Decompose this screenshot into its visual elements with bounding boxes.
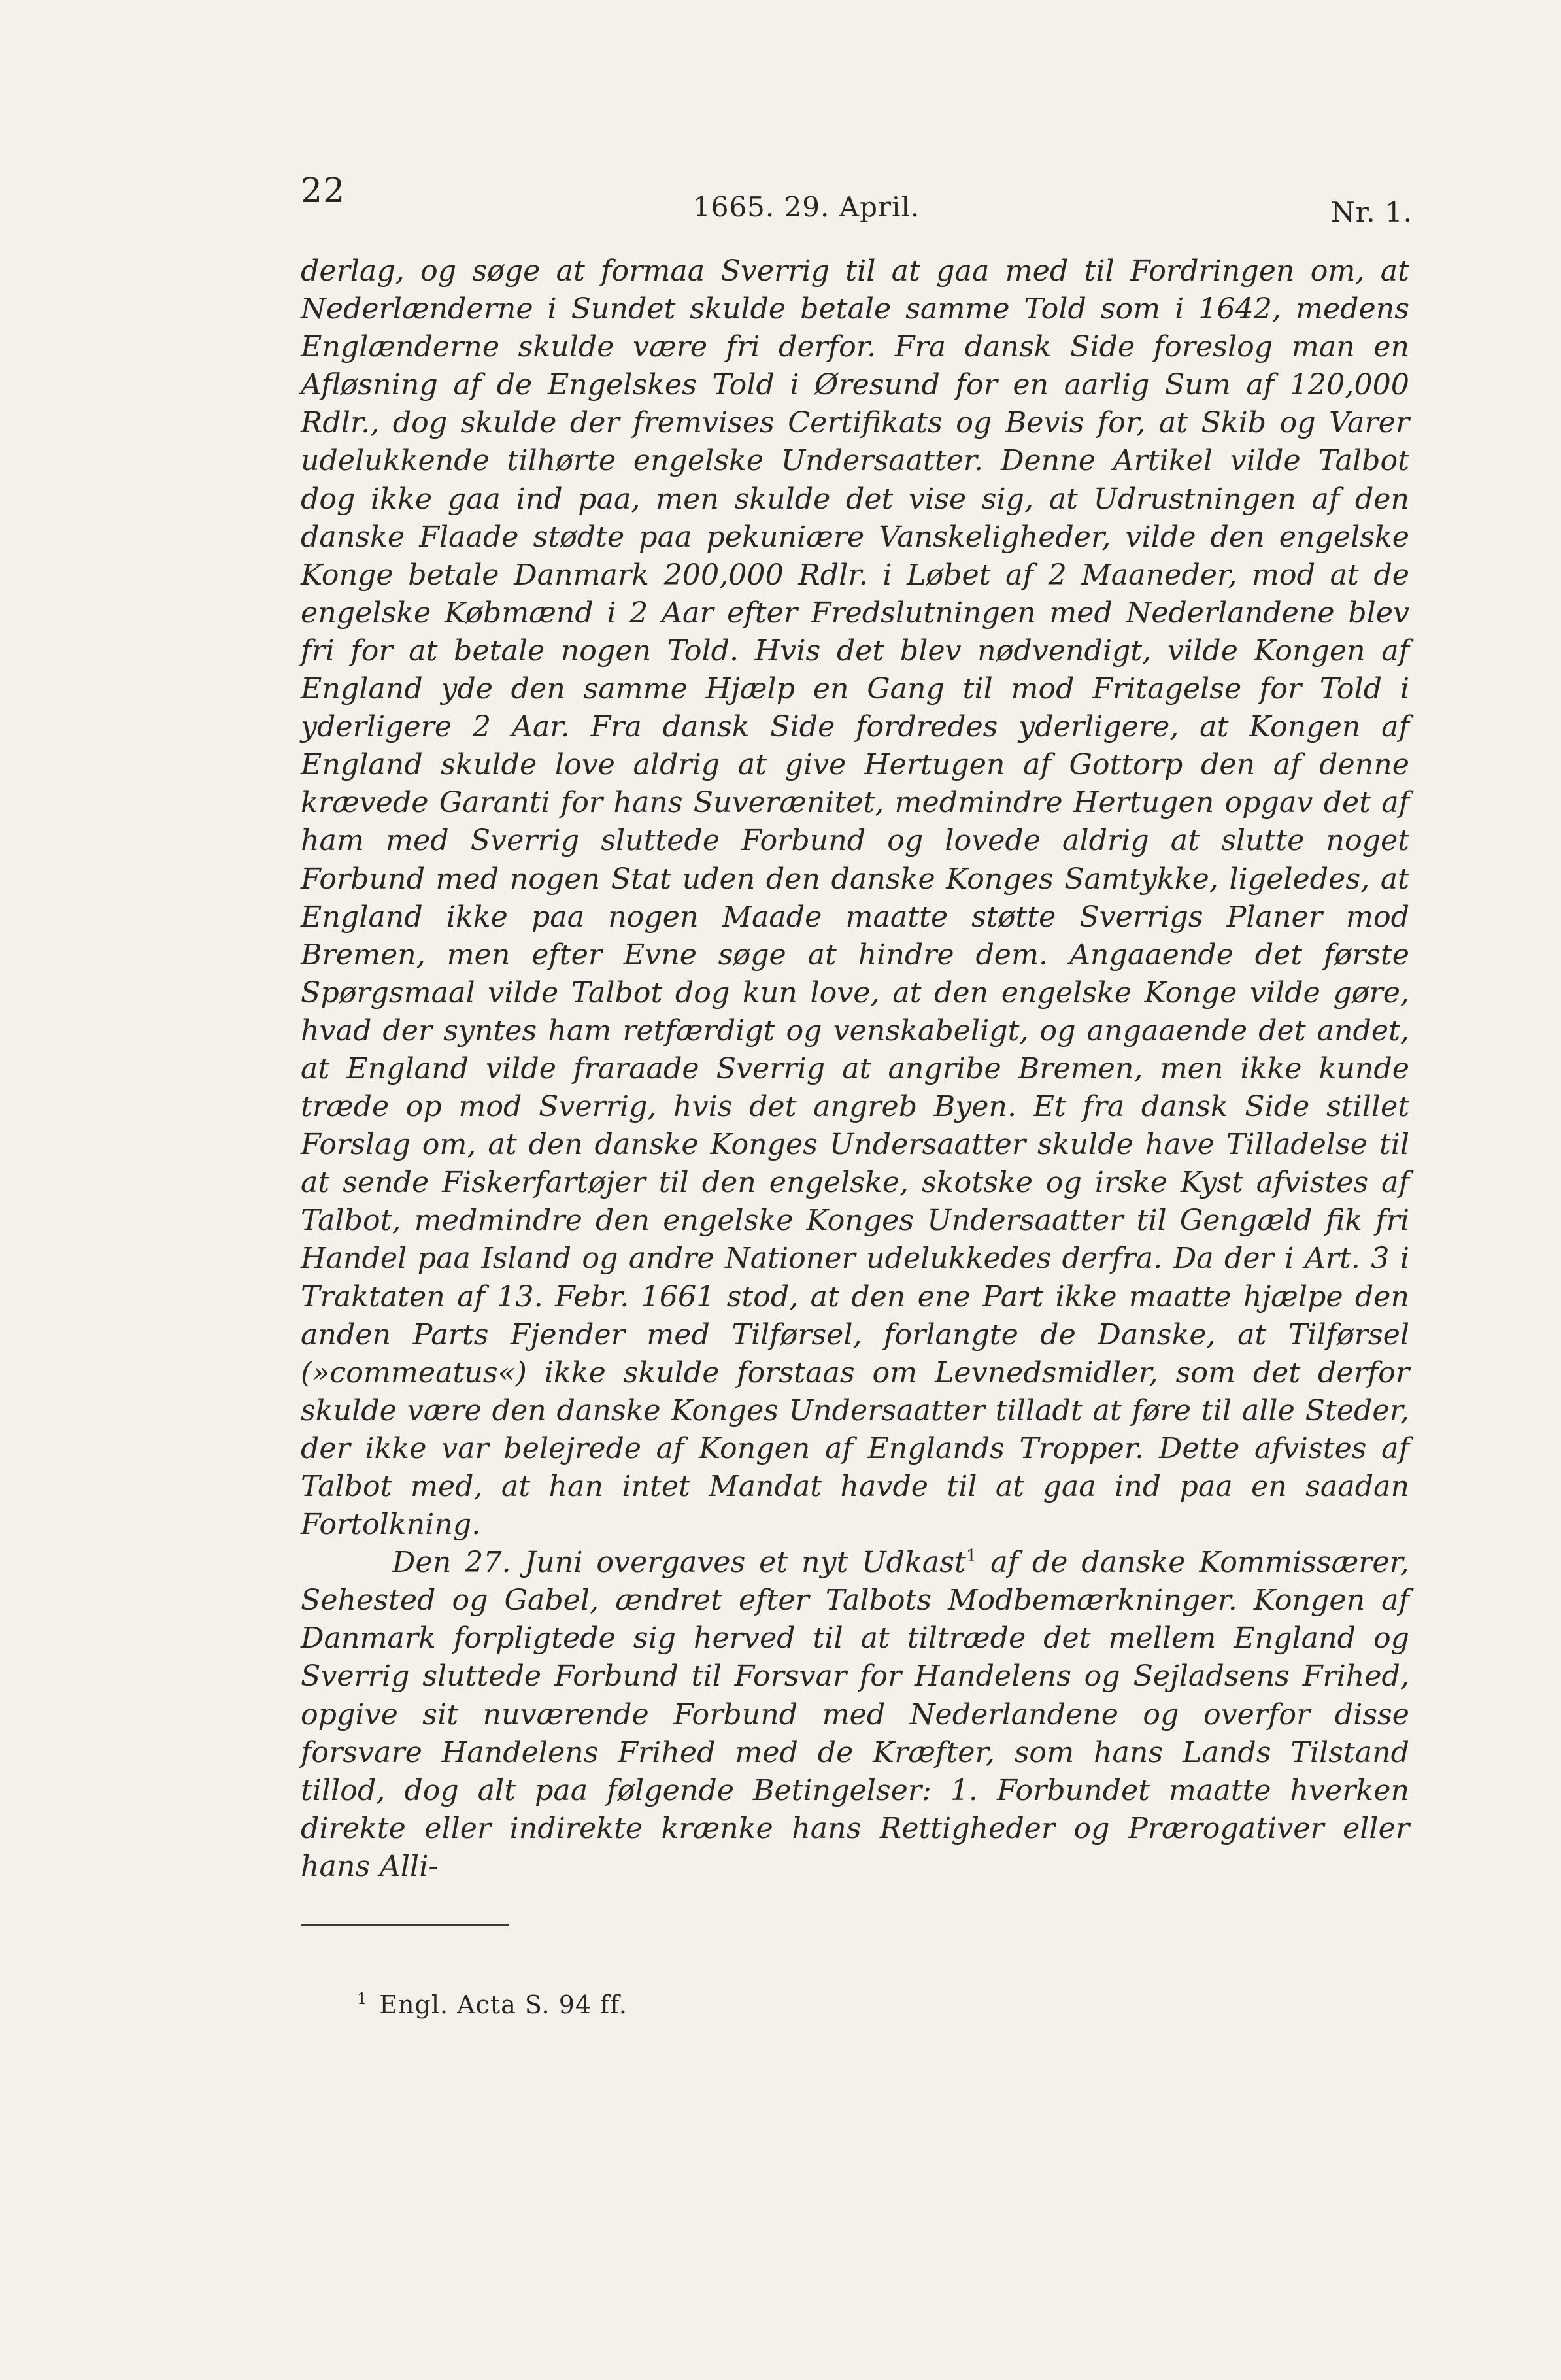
footnote-marker: 1: [357, 1990, 368, 2009]
paragraph-2: [301, 1544, 1409, 1886]
paragraph-1: derlag, og søge at formaa Sverrig til at gaa med til Fordringen om, at Nederlænderne i Sundet skulde betale samme Told som i 1642, medens Englænderne skulde være fri derfor. Fra dansk Side foreslog man en Afløsning af de Engelskes Told i Øresund for en aarlig Sum af 120,000 Rdlr., dog skulde der fremvises Certifikats og Bevis for, at Skib og Varer udelukkende tilhørte engelske Undersaatter. Denne Artikel vilde Talbot dog ikke gaa ind paa, men skulde det vise sig, at Udrustningen af den danske Flaade stødte paa pekuniære Vanskeligheder, vilde den engelske Konge betale Danmark 200,000 Rdlr. i Løbet af 2 Maaneder, mod at de engelske Købmænd i 2 Aar efter Fredslutningen med Nederlandene blev fri for at betale nogen Told. Hvis det blev nødvendigt, vilde Kongen af England yde den samme Hjælp en Gang til mod Fritagelse for Told i yderligere 2 Aar. Fra dansk Side fordredes yderligere, at Kongen af England skulde love aldrig at give Hertugen af Gottorp den af denne krævede Garanti for hans Suverænitet, medmindre Hertugen opgav det af ham med Sverrig sluttede Forbund og lovede aldrig at slutte noget Forbund med nogen Stat uden den danske Konges Samtykke, ligeledes, at England ikke paa nogen Maade maatte støtte Sverrigs Planer mod Bremen, men efter Evne søge at hindre dem. Angaaende det første Spørgsmaal vilde Talbot dog kun love, at den engelske Konge vilde gøre, hvad der syntes ham retfærdigt og venskabeligt, og angaaende det andet, at England vilde fraraade Sverrig at angribe Bremen, men ikke kunde træde op mod Sverrig, hvis det angreb Byen. Et fra dansk Side stillet Forslag om, at den danske Konges Undersaatter skulde have Tilladelse til at sende Fiskerfartøjer til den engelske, skotske og irske Kyst afvistes af Talbot, medmindre den engelske Konges Undersaatter til Gengæld fik fri Handel paa Island og andre Nationer udelukkedes derfra. Da der i Art. 3 i Traktaten af 13. Febr. 1661 stod, at den ene Part ikke maatte hjælpe den anden Parts Fjender med Tilførsel, forlangte de Danske, at Tilførsel (»commeatus«) ikke skulde forstaas om Levnedsmidler, som det derfor skulde være den danske Konges Undersaatter tilladt at føre til alle Steder, der ikke var belejrede af Kongen af Englands Tropper. Dette afvistes af Talbot med, at han intet Mandat havde til at gaa ind paa en saadan Fortolkning.: [301, 254, 1409, 1542]
footnote-divider: [301, 1924, 509, 1926]
running-head: 1665. 29. April.: [693, 191, 920, 223]
body-text: [301, 252, 1409, 1886]
paragraph-2-text-start: Den 27. Juni overgaves et nyt Udkast: [392, 1546, 966, 1580]
page-number: 22: [301, 171, 346, 211]
footnote: [357, 1990, 628, 2019]
footnote-reference: 1: [965, 1546, 977, 1567]
page-header: [0, 0, 1561, 235]
footnote-text: Engl. Acta S. 94 ff.: [379, 1990, 628, 2019]
section-number: Nr. 1.: [1331, 196, 1413, 228]
paragraph-2-text-end: af de danske Kommissærer, Sehested og Gabel, ændret efter Talbots Modbemærkninger. Kongen af Danmark forpligtede sig herved til at tiltræde det mellem England og Sverrig sluttede Forbund til Forsvar for Handelens og Sejladsens Frihed, opgive sit nuværende Forbund med Nederlandene og overfor disse forsvare Handelens Frihed med de Kræfter, som hans Lands Tilstand tillod, dog alt paa følgende Betingelser: 1. Forbundet maatte hverken direkte eller indirekte krænke hans Rettigheder og Prærogativer eller hans Alli-: [301, 1546, 1409, 1883]
